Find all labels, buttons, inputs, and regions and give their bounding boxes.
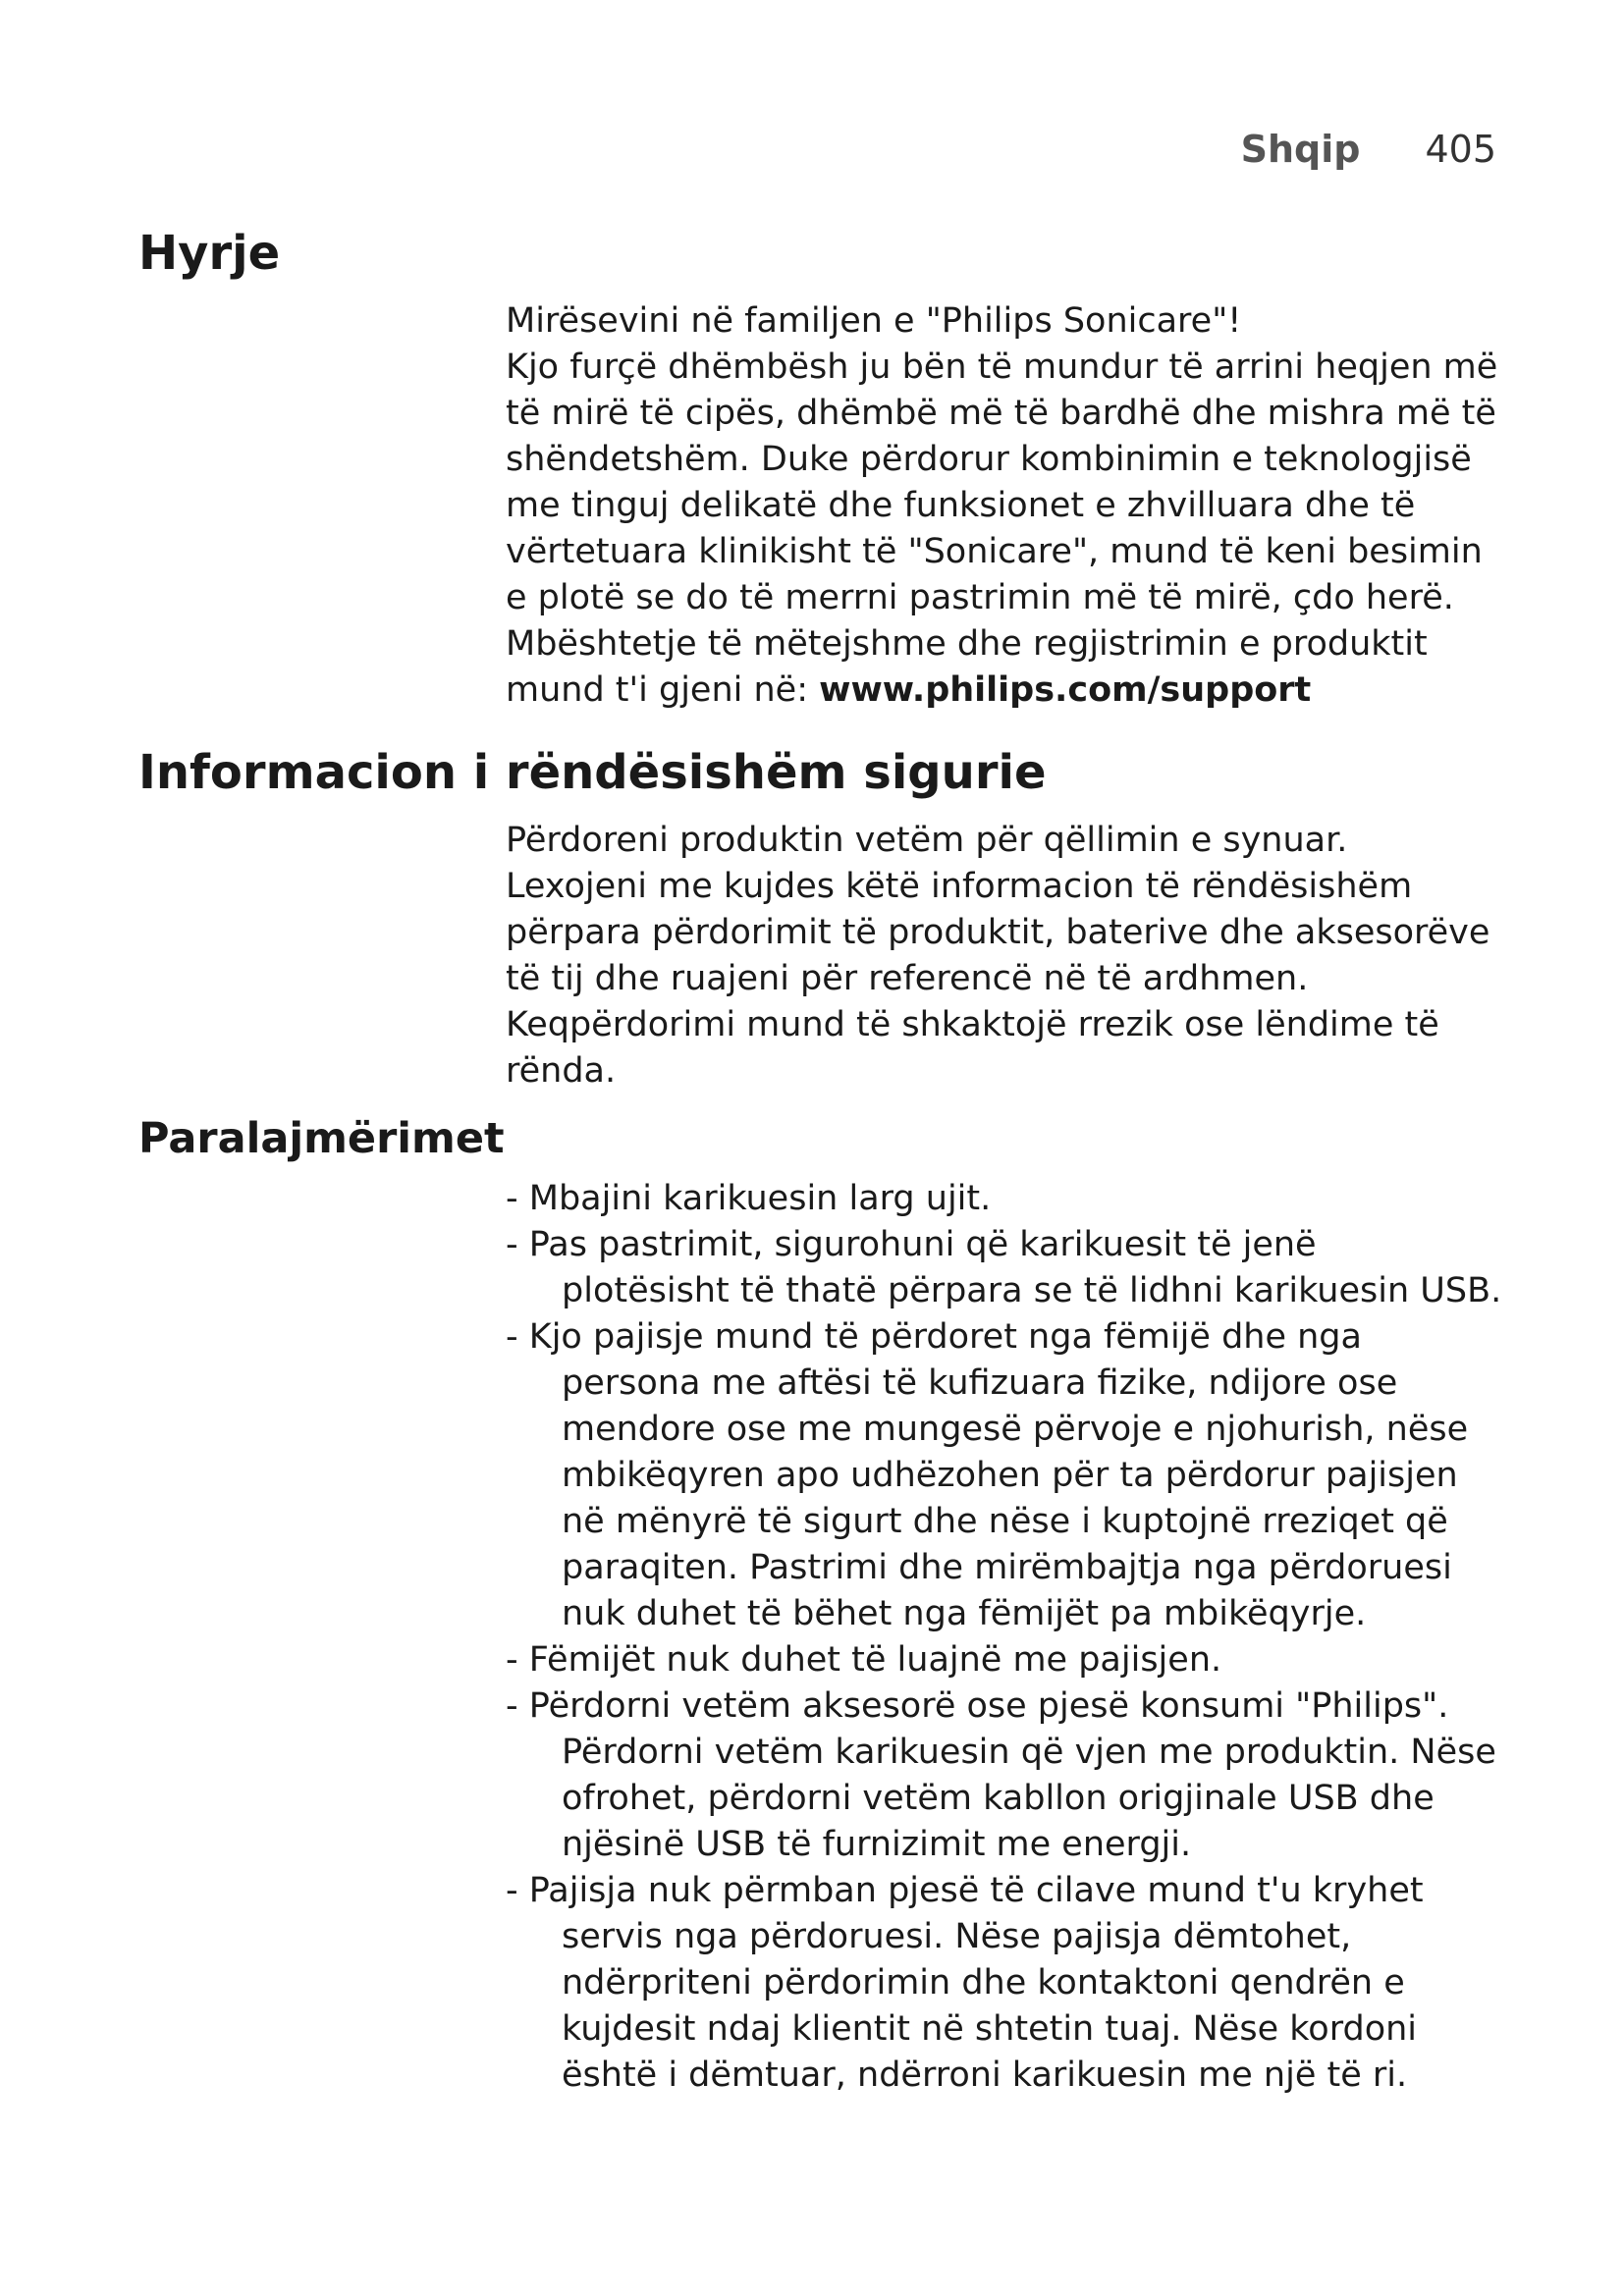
intro-line: shëndetshëm. Duke përdorur kombinimin e teknologjisë — [506, 440, 1472, 479]
warnings-list — [506, 1176, 1501, 2099]
warning-item — [506, 1683, 1501, 1868]
warning-line: - Fëmijët nuk duhet të luajnë me pajisjen. — [506, 1640, 1222, 1680]
safety-line: rënda. — [506, 1051, 617, 1091]
warning-line: - Përdorni vetëm aksesorë ose pjesë konsumi "Philips". — [506, 1686, 1449, 1726]
warning-line: Përdorni vetëm karikuesin që vjen me produktin. Nëse — [562, 1733, 1496, 1772]
safety-heading: Informacion i rëndësishëm sigurie — [138, 745, 1047, 800]
warning-line: - Mbajini karikuesin larg ujit. — [506, 1179, 992, 1218]
page-header — [1159, 126, 1496, 173]
warning-item — [506, 1314, 1501, 1637]
warning-item — [506, 1222, 1501, 1314]
warning-line: - Pajisja nuk përmban pjesë të cilave mund t'u kryhet — [506, 1871, 1424, 1910]
intro-line: e plotë se do të merrni pastrimin më të mirë, çdo herë. — [506, 578, 1454, 617]
warning-line: mendore ose me mungesë përvoje e njohurish, nëse — [562, 1410, 1469, 1449]
page-number: 405 — [1425, 128, 1496, 171]
warning-line: persona me aftësi të kufizuara fizike, ndijore ose — [562, 1363, 1398, 1403]
intro-line: Kjo furçë dhëmbësh ju bën të mundur të arrini heqjen më — [506, 347, 1498, 387]
intro-paragraph — [506, 298, 1497, 714]
intro-line: vërtetuara klinikisht të "Sonicare", mund të keni besimin — [506, 532, 1483, 571]
intro-line: me tinguj delikatë dhe funksionet e zhvilluara dhe të — [506, 486, 1416, 525]
warning-line: mbikëqyren apo udhëzohen për ta përdorur pajisjen — [562, 1456, 1458, 1495]
support-link[interactable]: www.philips.com/support — [819, 670, 1312, 710]
warning-line: - Pas pastrimit, sigurohuni që karikuesit të jenë — [506, 1225, 1317, 1264]
warning-line: ofrohet, përdorni vetëm kabllon origjinale USB dhe — [562, 1779, 1435, 1818]
safety-line: Lexojeni me kujdes këtë informacion të rëndësishëm — [506, 867, 1413, 906]
warning-line: kujdesit ndaj klientit në shtetin tuaj. Nëse kordoni — [562, 2009, 1418, 2049]
safety-line: Përdoreni produktin vetëm për qëllimin e synuar. — [506, 821, 1348, 860]
warning-line: njësinë USB të furnizimit me energji. — [562, 1825, 1192, 1864]
intro-line: Mbështetje të mëtejshme dhe regjistrimin e produktit — [506, 624, 1428, 664]
warning-item — [506, 1176, 1501, 1222]
safety-line: Keqpërdorimi mund të shkaktojë rrezik ose lëndime të — [506, 1005, 1439, 1044]
safety-paragraph — [506, 818, 1489, 1095]
safety-line: të tij dhe ruajeni për referencë në të ardhmen. — [506, 959, 1309, 998]
warning-line: servis nga përdoruesi. Nëse pajisja dëmtohet, — [562, 1917, 1352, 1956]
warning-line: është i dëmtuar, ndërroni karikuesin me një të ri. — [562, 2056, 1408, 2095]
warning-line: paraqiten. Pastrimi dhe mirëmbajtja nga përdoruesi — [562, 1548, 1452, 1587]
intro-heading: Hyrje — [138, 226, 281, 281]
intro-last-line-text: mund t'i gjeni në: — [506, 670, 820, 710]
warning-line: nuk duhet të bëhet nga fëmijët pa mbikëqyrje. — [562, 1594, 1367, 1633]
warning-item — [506, 1868, 1501, 2099]
intro-line: të mirë të cipës, dhëmbë më të bardhë dhe mishra më të — [506, 394, 1496, 433]
safety-line: përpara përdorimit të produktit, baterive dhe aksesorëve — [506, 913, 1490, 952]
warnings-heading: Paralajmërimet — [138, 1114, 505, 1163]
intro-line-last — [506, 667, 1497, 714]
intro-line: Mirësevini në familjen e "Philips Sonicare"! — [506, 301, 1242, 341]
header-language: Shqip — [1240, 128, 1361, 171]
warning-line: - Kjo pajisje mund të përdoret nga fëmijë dhe nga — [506, 1317, 1362, 1357]
warning-line: ndërpriteni përdorimin dhe kontaktoni qendrën e — [562, 1963, 1405, 2002]
warning-line: plotësisht të thatë përpara se të lidhni karikuesin USB. — [562, 1271, 1502, 1310]
warning-item — [506, 1637, 1501, 1683]
warning-line: në mënyrë të sigurt dhe nëse i kuptojnë rreziqet që — [562, 1502, 1448, 1541]
